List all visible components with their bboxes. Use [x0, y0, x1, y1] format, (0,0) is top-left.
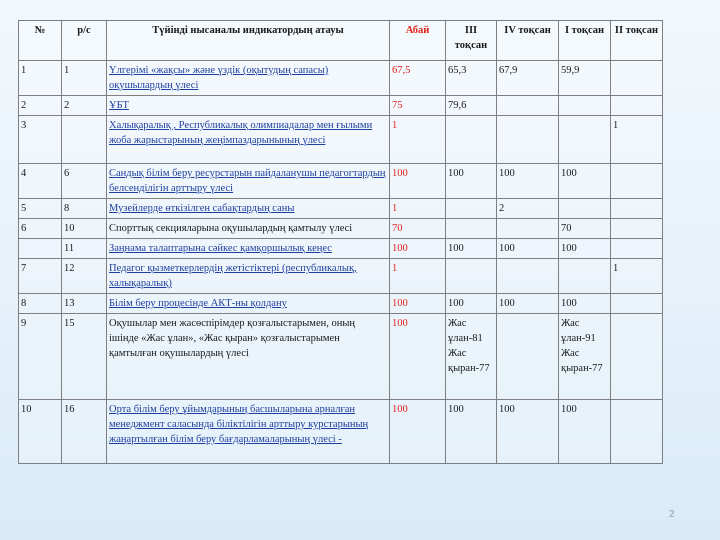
table-row [19, 239, 663, 259]
table-row [19, 400, 663, 464]
header-abay: Абай [390, 21, 446, 61]
cell-q1 [559, 199, 611, 219]
cell-q1: 70 [559, 219, 611, 239]
table-row [19, 294, 663, 314]
cell-q4: 2 [497, 199, 559, 219]
cell-q3: Жас ұлан-81 Жас қыран-77 [446, 314, 497, 400]
header-rs: р/с [62, 21, 107, 61]
cell-rs: 1 [62, 61, 107, 96]
indicator-link[interactable]: Халықаралық , Республикалық олимпиадалар мен ғылыми жоба жарыстарының жеңімпаздарынының үлесі [109, 120, 373, 146]
table-row [19, 314, 663, 400]
header-q3: ІІІ тоқсан [446, 21, 497, 61]
cell-q3: 100 [446, 239, 497, 259]
header-row [19, 21, 663, 61]
cell-q2 [611, 400, 663, 464]
cell-q3: 100 [446, 294, 497, 314]
cell-rs: 11 [62, 239, 107, 259]
cell-no: 10 [19, 400, 62, 464]
table-row [19, 219, 663, 239]
cell-no [19, 239, 62, 259]
cell-rs: 16 [62, 400, 107, 464]
cell-q4 [497, 259, 559, 294]
cell-q4 [497, 219, 559, 239]
cell-no: 9 [19, 314, 62, 400]
cell-rs: 15 [62, 314, 107, 400]
table-row [19, 199, 663, 219]
cell-q1 [559, 116, 611, 164]
cell-q1: 100 [559, 164, 611, 199]
cell-q4: 67,9 [497, 61, 559, 96]
cell-name: Оқушылар мен жасөспірімдер қозғалыстарымен, оның ішінде «Жас ұлан», «Жас қыран» қозғалыстарымен қамтылған оқушылардың үлесі [107, 314, 390, 400]
cell-name[interactable] [107, 116, 390, 164]
cell-q4 [497, 96, 559, 116]
cell-q1 [559, 96, 611, 116]
cell-q4: 100 [497, 400, 559, 464]
cell-q4: 100 [497, 294, 559, 314]
table-row [19, 96, 663, 116]
cell-abay: 75 [390, 96, 446, 116]
cell-abay: 100 [390, 239, 446, 259]
cell-abay: 67,5 [390, 61, 446, 96]
indicator-link[interactable]: Педагог қызметкерлердің жетістіктері (республикалық, халықаралық) [109, 263, 357, 289]
cell-abay: 70 [390, 219, 446, 239]
cell-q1: 59,9 [559, 61, 611, 96]
cell-rs: 13 [62, 294, 107, 314]
cell-q1: 100 [559, 294, 611, 314]
cell-no: 7 [19, 259, 62, 294]
cell-rs [62, 116, 107, 164]
cell-q4: 100 [497, 239, 559, 259]
cell-q3 [446, 199, 497, 219]
table-row [19, 116, 663, 164]
cell-rs: 2 [62, 96, 107, 116]
cell-name[interactable] [107, 61, 390, 96]
cell-name[interactable] [107, 294, 390, 314]
cell-q2 [611, 164, 663, 199]
cell-no: 2 [19, 96, 62, 116]
cell-abay: 100 [390, 294, 446, 314]
cell-abay: 1 [390, 199, 446, 219]
cell-no: 8 [19, 294, 62, 314]
cell-no: 4 [19, 164, 62, 199]
cell-name[interactable] [107, 259, 390, 294]
cell-q4 [497, 116, 559, 164]
header-no: № [19, 21, 62, 61]
cell-q1: 100 [559, 239, 611, 259]
cell-abay: 100 [390, 314, 446, 400]
cell-q1: 100 [559, 400, 611, 464]
cell-abay: 100 [390, 400, 446, 464]
cell-q2 [611, 61, 663, 96]
cell-q4: 100 [497, 164, 559, 199]
cell-no: 1 [19, 61, 62, 96]
cell-abay: 1 [390, 116, 446, 164]
indicator-link[interactable]: Заңнама талаптарына сәйкес қамқоршылық кеңес [109, 243, 332, 254]
cell-abay: 1 [390, 259, 446, 294]
cell-q3: 79,6 [446, 96, 497, 116]
cell-q1 [559, 259, 611, 294]
cell-q2: 1 [611, 116, 663, 164]
table-row [19, 164, 663, 199]
slide-number: 2 [669, 509, 675, 520]
cell-rs: 10 [62, 219, 107, 239]
cell-q4 [497, 314, 559, 400]
cell-q3 [446, 219, 497, 239]
cell-q2 [611, 96, 663, 116]
cell-rs: 12 [62, 259, 107, 294]
cell-rs: 6 [62, 164, 107, 199]
table-row [19, 61, 663, 96]
cell-q2 [611, 199, 663, 219]
cell-q3 [446, 259, 497, 294]
cell-rs: 8 [62, 199, 107, 219]
indicator-link[interactable]: Үлгерімі «жақсы» және үздік (оқытудың сапасы) оқушылардың үлесі [109, 65, 329, 91]
cell-q2 [611, 314, 663, 400]
header-name: Түйінді нысаналы индикатордың атауы [107, 21, 390, 61]
header-q4: IV тоқсан [497, 21, 559, 61]
cell-q3: 65,3 [446, 61, 497, 96]
cell-name[interactable] [107, 96, 390, 116]
cell-name[interactable] [107, 199, 390, 219]
cell-name: Спорттық секцияларына оқушылардың қамтылу үлесі [107, 219, 390, 239]
cell-name[interactable] [107, 400, 390, 464]
indicator-link[interactable]: Сандық білім беру ресурстарын пайдаланушы педагогтардың белсенділігін арттыру үлесі [109, 168, 386, 194]
cell-abay: 100 [390, 164, 446, 199]
indicator-link[interactable]: Білім беру процесінде АКТ-ны қолдану [109, 298, 287, 309]
cell-q3: 100 [446, 164, 497, 199]
cell-q3 [446, 116, 497, 164]
cell-no: 5 [19, 199, 62, 219]
cell-q1: Жас ұлан-91 Жас қыран-77 [559, 314, 611, 400]
indicators-table [18, 20, 663, 464]
indicator-link[interactable]: Орта білім беру ұйымдарының басшыларына арналған менеджмент саласында біліктілігін арттыру курстарының жаңартылған білім беру бағдарламаларының үлесі - [109, 404, 369, 445]
table-row [19, 259, 663, 294]
cell-q2 [611, 294, 663, 314]
indicator-link[interactable]: ҰБТ [109, 100, 129, 111]
cell-no: 3 [19, 116, 62, 164]
cell-name[interactable] [107, 164, 390, 199]
cell-q2 [611, 239, 663, 259]
cell-q3: 100 [446, 400, 497, 464]
header-q1: І тоқсан [559, 21, 611, 61]
cell-name[interactable] [107, 239, 390, 259]
cell-q2 [611, 219, 663, 239]
cell-q2: 1 [611, 259, 663, 294]
indicator-link[interactable]: Музейлерде өткізілген сабақтардың саны [109, 203, 295, 214]
cell-no: 6 [19, 219, 62, 239]
header-q2: ІІ тоқсан [611, 21, 663, 61]
